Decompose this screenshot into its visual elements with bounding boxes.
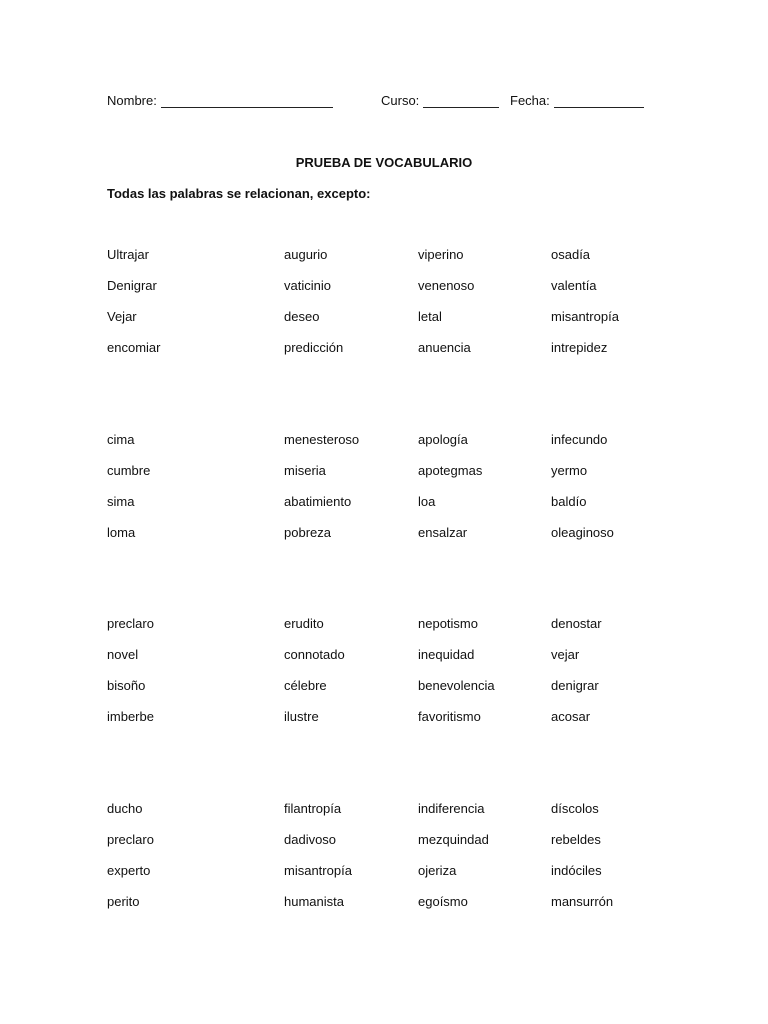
word: menesteroso [284,432,360,447]
word: predicción [284,340,344,355]
word: miseria [284,463,326,478]
word: egoísmo [418,894,468,909]
word: sima [107,494,135,509]
word: dadivoso [284,832,337,847]
nombre-label: Nombre: [107,93,157,108]
nombre-blank-line [161,93,333,108]
word: célebre [284,678,327,693]
word: ilustre [284,709,319,724]
word: osadía [551,247,591,262]
word-column-1 [107,432,150,556]
instructions: Todas las palabras se relacionan, excepto: [107,186,371,201]
word: deseo [284,309,320,324]
word: connotado [284,647,345,662]
word: nepotismo [418,616,478,631]
word: yermo [551,463,588,478]
word: preclaro [107,616,154,631]
word: infecundo [551,432,608,447]
fecha-blank-line [554,93,644,108]
word-column-4 [551,616,602,740]
word: preclaro [107,832,154,847]
word: encomiar [107,340,161,355]
word: experto [107,863,151,878]
word: anuencia [418,340,471,355]
word: intrepidez [551,340,608,355]
word: Denigrar [107,278,157,293]
word: letal [418,309,442,324]
word: viperino [418,247,464,262]
word: imberbe [107,709,154,724]
word: inequidad [418,647,475,662]
word: acosar [551,709,591,724]
fecha-field [510,93,644,108]
word: vejar [551,647,580,662]
word: cumbre [107,463,151,478]
word: Vejar [107,309,137,324]
word-column-1 [107,247,160,371]
word: cima [107,432,135,447]
word-column-4 [551,432,614,556]
word-column-2 [284,247,343,371]
word: apotegmas [418,463,483,478]
word-column-3 [418,616,495,740]
word: benevolencia [418,678,495,693]
word: loa [418,494,436,509]
word: baldío [551,494,587,509]
nombre-field [107,93,333,108]
word: loma [107,525,136,540]
word: oleaginoso [551,525,614,540]
word-column-2 [284,432,359,556]
word: misantropía [284,863,352,878]
word: mansurrón [551,894,614,909]
word-column-3 [418,801,489,925]
word: rebeldes [551,832,601,847]
word: humanista [284,894,344,909]
word: indiferencia [418,801,485,816]
word-column-4 [551,801,613,925]
word: denostar [551,616,602,631]
curso-blank-line [423,93,499,108]
word-column-2 [284,616,345,740]
word: augurio [284,247,328,262]
word: perito [107,894,140,909]
word: abatimiento [284,494,352,509]
word: filantropía [284,801,342,816]
word: denigrar [551,678,599,693]
word: Ultrajar [107,247,149,262]
word: favoritismo [418,709,481,724]
word: erudito [284,616,324,631]
word: vaticinio [284,278,331,293]
word: misantropía [551,309,619,324]
word: novel [107,647,139,662]
word-column-2 [284,801,352,925]
word: ensalzar [418,525,468,540]
word: ojeriza [418,863,457,878]
word: venenoso [418,278,475,293]
curso-label: Curso: [381,93,420,108]
word: bisoño [107,678,146,693]
word: pobreza [284,525,331,540]
word-column-1 [107,801,154,925]
word: mezquindad [418,832,489,847]
word: apología [418,432,468,447]
curso-field [381,93,499,108]
word-column-4 [551,247,619,371]
word: díscolos [551,801,599,816]
word: ducho [107,801,143,816]
word-column-3 [418,432,482,556]
word-column-3 [418,247,474,371]
word: indóciles [551,863,602,878]
fecha-label: Fecha: [510,93,550,108]
word-column-1 [107,616,154,740]
word: valentía [551,278,597,293]
page-title: PRUEBA DE VOCABULARIO [295,155,473,170]
